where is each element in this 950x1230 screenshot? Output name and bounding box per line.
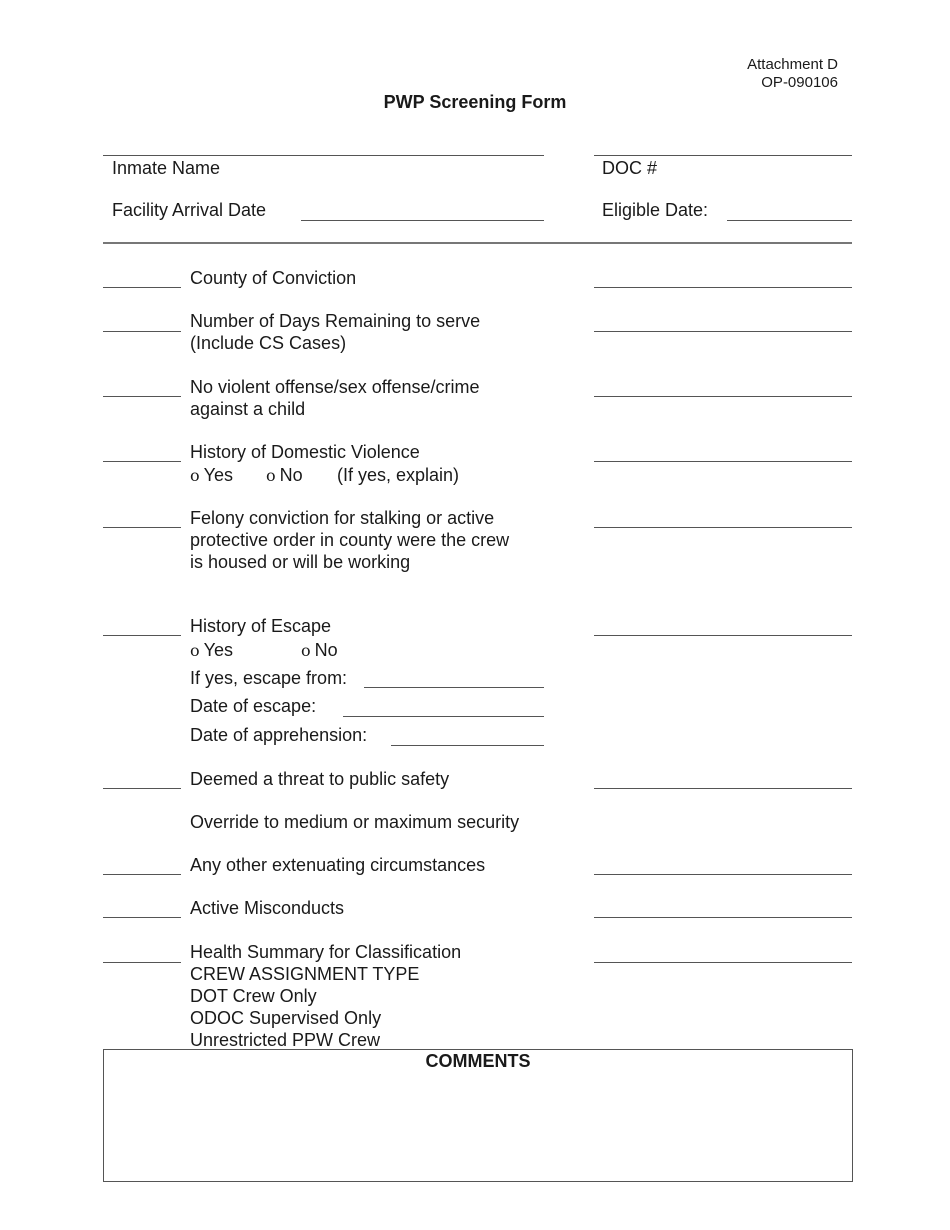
no-violent-value-field[interactable] xyxy=(594,396,852,397)
days-remaining-label xyxy=(190,310,480,354)
date-of-escape-label: Date of escape: xyxy=(190,696,317,716)
domestic-violence-note: (If yes, explain) xyxy=(337,465,460,485)
escape-yes-label: Yes xyxy=(203,640,234,660)
comments-title: COMMENTS xyxy=(425,1051,531,1071)
no-violent-label xyxy=(190,376,480,420)
comments-box[interactable] xyxy=(103,1049,853,1182)
radio-circle-icon[interactable]: o xyxy=(190,466,200,485)
domestic-violence-value-field[interactable] xyxy=(594,461,852,462)
escape-label: History of Escape xyxy=(190,616,332,636)
attachment-header xyxy=(747,56,838,92)
crew-option-dot: DOT Crew Only xyxy=(190,986,317,1006)
health-check-field[interactable] xyxy=(103,962,181,963)
domestic-violence-check-field[interactable] xyxy=(103,461,181,462)
section-divider xyxy=(103,242,852,244)
felony-stalking-check-field[interactable] xyxy=(103,527,181,528)
op-number: OP-090106 xyxy=(761,74,838,91)
radio-circle-icon[interactable]: o xyxy=(266,466,276,485)
attachment-label: Attachment D xyxy=(747,56,838,73)
extenuating-check-field[interactable] xyxy=(103,874,181,875)
no-violent-line2: against a child xyxy=(190,399,306,419)
felony-stalking-value-field[interactable] xyxy=(594,527,852,528)
health-value-field[interactable] xyxy=(594,962,852,963)
date-of-escape-field[interactable] xyxy=(343,716,544,717)
radio-circle-icon[interactable]: o xyxy=(190,641,200,660)
inmate-name-label: Inmate Name xyxy=(112,158,221,178)
felony-stalking-label xyxy=(190,507,509,573)
crew-option-unrestricted: Unrestricted PPW Crew xyxy=(190,1030,381,1050)
override-label: Override to medium or maximum security xyxy=(190,812,520,832)
eligible-date-field[interactable] xyxy=(727,220,852,221)
domestic-violence-label: History of Domestic Violence xyxy=(190,442,420,462)
form-title: PWP Screening Form xyxy=(383,92,567,112)
escape-no-option[interactable] xyxy=(301,639,338,662)
county-label: County of Conviction xyxy=(190,268,357,288)
extenuating-label: Any other extenuating circumstances xyxy=(190,855,486,875)
county-value-field[interactable] xyxy=(594,287,852,288)
facility-arrival-date-label: Facility Arrival Date xyxy=(112,200,267,220)
health-summary-label: Health Summary for Classification xyxy=(190,942,462,962)
doc-number-label: DOC # xyxy=(602,158,658,178)
crew-option-odoc: ODOC Supervised Only xyxy=(190,1008,382,1028)
escape-yes-option[interactable] xyxy=(190,639,233,662)
dv-no-label: No xyxy=(279,465,303,485)
no-violent-line1: No violent offense/sex offense/crime xyxy=(190,377,480,397)
crew-assignment-type-label: CREW ASSIGNMENT TYPE xyxy=(190,964,420,984)
days-remaining-line1: Number of Days Remaining to serve xyxy=(190,311,481,331)
county-check-field[interactable] xyxy=(103,287,181,288)
date-of-apprehension-field[interactable] xyxy=(391,745,544,746)
escape-from-label: If yes, escape from: xyxy=(190,668,348,688)
escape-from-field[interactable] xyxy=(364,687,544,688)
felony-stalking-line2: protective order in county were the crew xyxy=(190,530,510,550)
felony-stalking-line1: Felony conviction for stalking or active xyxy=(190,508,495,528)
misconducts-value-field[interactable] xyxy=(594,917,852,918)
radio-circle-icon[interactable]: o xyxy=(301,641,311,660)
escape-no-label: No xyxy=(314,640,338,660)
misconducts-label: Active Misconducts xyxy=(190,898,345,918)
threat-value-field[interactable] xyxy=(594,788,852,789)
date-of-apprehension-label: Date of apprehension: xyxy=(190,725,368,745)
escape-check-field[interactable] xyxy=(103,635,181,636)
extenuating-value-field[interactable] xyxy=(594,874,852,875)
escape-value-field[interactable] xyxy=(594,635,852,636)
doc-number-field[interactable] xyxy=(594,155,852,156)
threat-label: Deemed a threat to public safety xyxy=(190,769,450,789)
days-remaining-check-field[interactable] xyxy=(103,331,181,332)
days-remaining-line2: (Include CS Cases) xyxy=(190,333,347,353)
no-violent-check-field[interactable] xyxy=(103,396,181,397)
eligible-date-label: Eligible Date: xyxy=(602,200,709,220)
felony-stalking-line3: is housed or will be working xyxy=(190,552,411,572)
inmate-name-field[interactable] xyxy=(103,155,544,156)
misconducts-check-field[interactable] xyxy=(103,917,181,918)
dv-yes-label: Yes xyxy=(203,465,234,485)
threat-check-field[interactable] xyxy=(103,788,181,789)
domestic-violence-yes-option[interactable] xyxy=(190,464,233,487)
days-remaining-value-field[interactable] xyxy=(594,331,852,332)
facility-arrival-date-field[interactable] xyxy=(301,220,544,221)
health-summary-block xyxy=(190,941,461,1051)
domestic-violence-no-option[interactable] xyxy=(266,464,303,487)
